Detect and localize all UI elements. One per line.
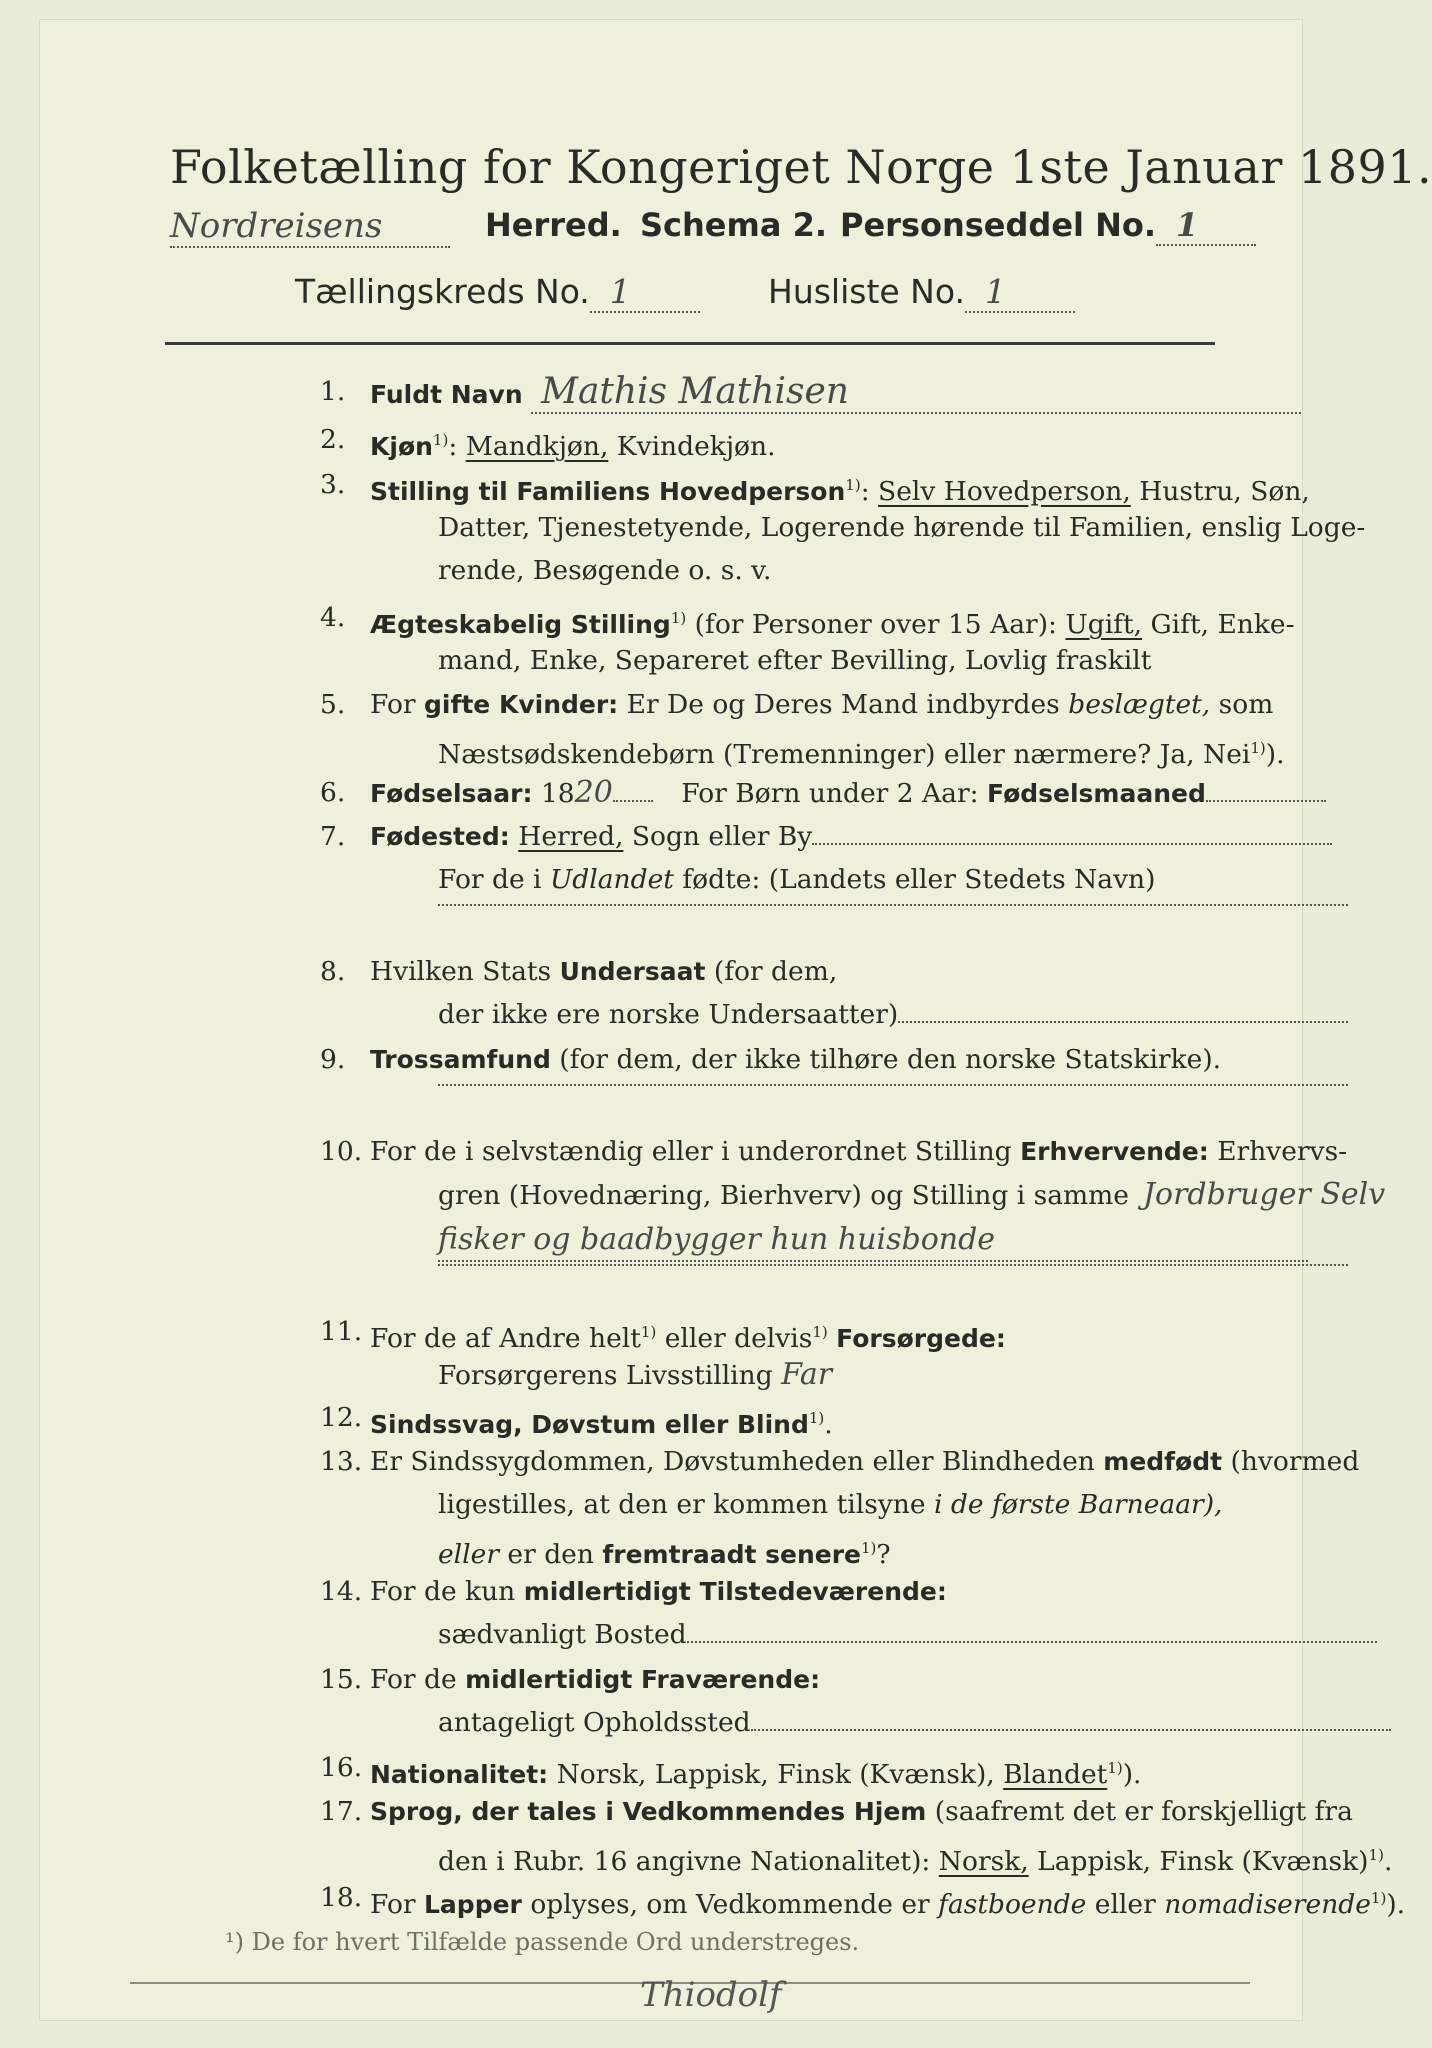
occupation-value-2: fisker og baadbygger hun huisbonde bbox=[438, 1220, 1308, 1262]
schema-label: Schema 2. bbox=[640, 206, 827, 244]
birth-year-value: 20 bbox=[574, 775, 613, 810]
signature: Thiodolf bbox=[640, 1975, 782, 2015]
personseddel-number: 1 bbox=[1156, 206, 1256, 246]
kreds-number: 1 bbox=[590, 272, 700, 313]
personseddel-label: Personseddel No. 1 bbox=[840, 206, 1256, 246]
provider-value: Far bbox=[781, 1357, 833, 1392]
census-form: Folketælling for Kongeriget Norge 1ste Januar 1891. Nordreisens Herred. Schema 2. Personseddel No. 1 Tællingskreds No. 1 Husliste No. 1 1. Fuldt Navn Mathis Mathisen 2. Kjøn$^{1)}$: Mandkjøn, Kvindekjøn. 3. Stilling til Familiens Hovedperson$^{1)}$: Selv Hovedperson, Hustru, Søn, Datter, Tjenestetyende, Logerende hørende til Familien, enslig Loge- rende, Besøgende o. s. v. 4. Ægteskabelig Stilling$^{1)}$ (for Personer over 15 Aar): Ugift, Gift, Enke- mand, Enke, Separeret efter Bevilling, Lovlig fraskilt 5. For gifte Kvinder: Er De og Deres Mand indbyrdes beslægtet, som Næstsødskendebørn (Tremenninger) eller nærmere? Ja, Nei$^{1)}$). 6. Fødselsaar: 1820 For Børn under 2 Aar: Fødselsmaaned 7. Fødested: Herred, Sogn eller By For de i Udlandet fødte: (Landets eller Stedets Navn) 8. Hvilken Stats Undersaat (for dem, der ikke ere norske Undersaatter) 9. Trossamfund (for dem, der ikke tilhøre den norske Statskirke). 10. For de i selvstændig eller i underordnet Stilling Erhvervende: Erhvervs- gren (Hovednæring, Bierhverv) og Stilling i samme Jordbruger Selv fisker og baadbygger hun huisbonde 11. For de af Andre helt$^{1)}$ eller delvis$^{1)}$ Forsørgede: Forsørgerens Livsstilling Far 12. Sindssvag, Døvstum eller Blind$^{1)}$. 13. Er Sindssygdommen, Døvstumheden eller Blindheden medfødt (hvormed ligestilles, at den er kommen tilsyne i de første Barneaar), eller er den fremtraadt senere$^{1)}$? 14. For de kun midlertidigt Tilstedeværende: sædvanligt Bosted 15. For de midlertidigt Fraværende: antageligt Opholdssted 16. Nationalitet: Norsk, Lappisk, Finsk (Kvænsk), Blandet$^{1)}$). 17. Sprog, der tales i Vedkommendes Hjem (saafremt det er forskjelligt fra den i Rubr. 16 angivne Nationalitet): Norsk, Lappisk, Finsk (Kvænsk)$^{1)}$. 18. For Lapper oplyses, om Vedkommende er fastboende eller nomadiserende$^{1)}$). ¹) De for hvert Tilfælde passende Ord understreges. Thiodolf bbox=[40, 20, 1302, 2020]
form-title: Folketælling for Kongeriget Norge 1ste Januar 1891. bbox=[170, 140, 1432, 194]
occupation-value-1: Jordbruger Selv bbox=[1142, 1177, 1386, 1212]
husliste-field: Husliste No. 1 bbox=[768, 272, 1075, 313]
header-rule bbox=[165, 342, 1215, 345]
footnote: ¹) De for hvert Tilfælde passende Ord understreges. bbox=[225, 1928, 860, 1956]
herred-name: Nordreisens bbox=[170, 206, 450, 248]
kreds-field: Tællingskreds No. 1 bbox=[295, 272, 700, 313]
herred-label: Herred. bbox=[485, 206, 622, 244]
full-name-value: Mathis Mathisen bbox=[531, 372, 1301, 414]
husliste-number: 1 bbox=[965, 272, 1075, 313]
